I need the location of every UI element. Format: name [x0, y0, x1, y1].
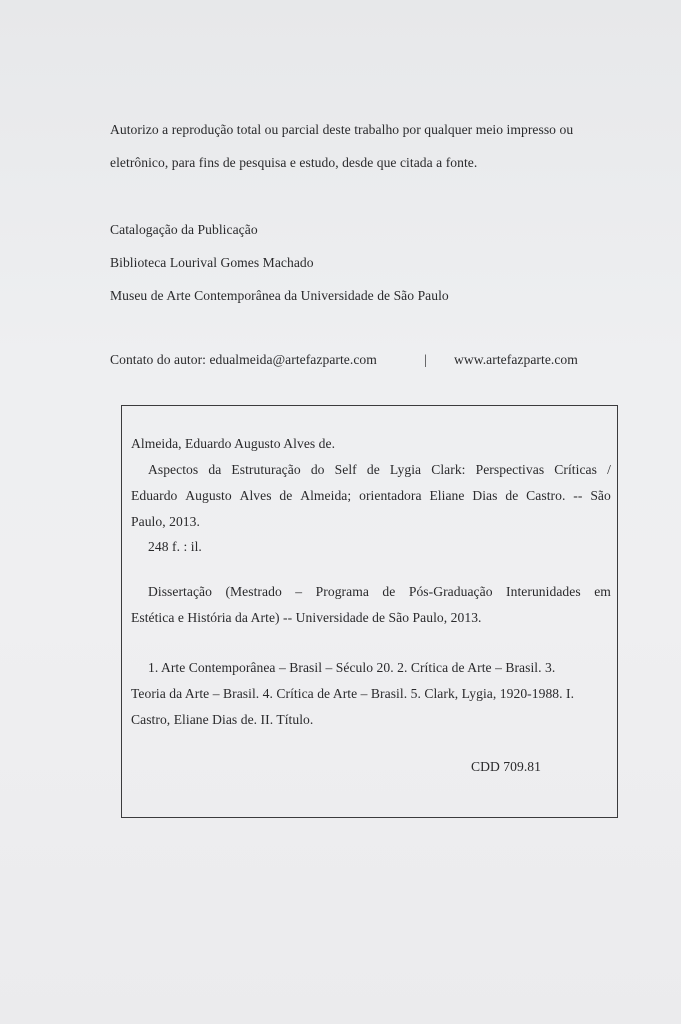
record-word: da: [208, 462, 222, 477]
record-title-line-2: [131, 488, 611, 504]
record-word: Augusto: [185, 488, 232, 503]
record-word: /: [607, 462, 611, 477]
record-title-line-1: [148, 462, 611, 478]
catalog-library: Biblioteca Lourival Gomes Machado: [110, 255, 314, 270]
record-title-line-3: Paulo, 2013.: [131, 514, 200, 529]
record-author: Almeida, Eduardo Augusto Alves de.: [131, 436, 336, 451]
record-word: orientadora: [359, 488, 422, 503]
record-word: –: [295, 584, 303, 599]
record-word: Interunidades: [506, 584, 581, 599]
record-pages: 248 f. : il.: [148, 539, 202, 554]
record-subjects-line-3: Castro, Eliane Dias de. II. Título.: [131, 712, 314, 727]
record-word: Self: [334, 462, 357, 477]
record-word: Pós-Graduação: [408, 584, 493, 599]
record-word: do: [310, 462, 325, 477]
authorization-text-line-2: eletrônico, para fins de pesquisa e estudo, desde que citada a fonte.: [110, 155, 478, 170]
record-word: (Mestrado: [225, 584, 282, 599]
record-word: Críticas: [554, 462, 597, 477]
author-contact: Contato do autor: edualmeida@artefazparte.com: [110, 352, 377, 367]
record-word: São: [590, 488, 611, 503]
record-word: Programa: [315, 584, 369, 599]
record-word: de: [505, 488, 519, 503]
cataloging-record-box: [121, 405, 618, 818]
record-word: em: [594, 584, 611, 599]
record-word: Eduardo: [131, 488, 178, 503]
record-cdd: CDD 709.81: [471, 759, 541, 774]
record-word: Lygia: [389, 462, 422, 477]
record-thesis-line-1: [148, 584, 611, 600]
author-website: www.artefazparte.com: [454, 352, 578, 367]
record-word: Alves: [239, 488, 272, 503]
catalog-museum: Museu de Arte Contemporânea da Universidade de São Paulo: [110, 288, 449, 303]
record-word: Clark:: [431, 462, 466, 477]
record-word: Aspectos: [148, 462, 199, 477]
record-word: --: [573, 488, 583, 503]
record-word: de: [382, 584, 396, 599]
record-subjects-line-2: Teoria da Arte – Brasil. 4. Crítica de Arte – Brasil. 5. Clark, Lygia, 1920-1988. I.: [131, 686, 575, 701]
record-subjects-line-1: 1. Arte Contemporânea – Brasil – Século 20. 2. Crítica de Arte – Brasil. 3.: [148, 660, 556, 675]
record-word: Almeida;: [300, 488, 352, 503]
record-word: Estruturação: [231, 462, 301, 477]
contact-separator: |: [424, 352, 427, 367]
authorization-text-line-1: Autorizo a reprodução total ou parcial deste trabalho por qualquer meio impresso ou: [110, 122, 574, 137]
record-word: de: [279, 488, 293, 503]
record-word: de: [366, 462, 380, 477]
record-thesis-line-2: Estética e História da Arte) -- Universidade de São Paulo, 2013.: [131, 610, 482, 625]
record-word: Dias: [472, 488, 498, 503]
record-word: Eliane: [429, 488, 465, 503]
record-word: Castro.: [526, 488, 566, 503]
record-word: Perspectivas: [475, 462, 545, 477]
catalog-title: Catalogação da Publicação: [110, 222, 258, 237]
record-word: Dissertação: [148, 584, 212, 599]
